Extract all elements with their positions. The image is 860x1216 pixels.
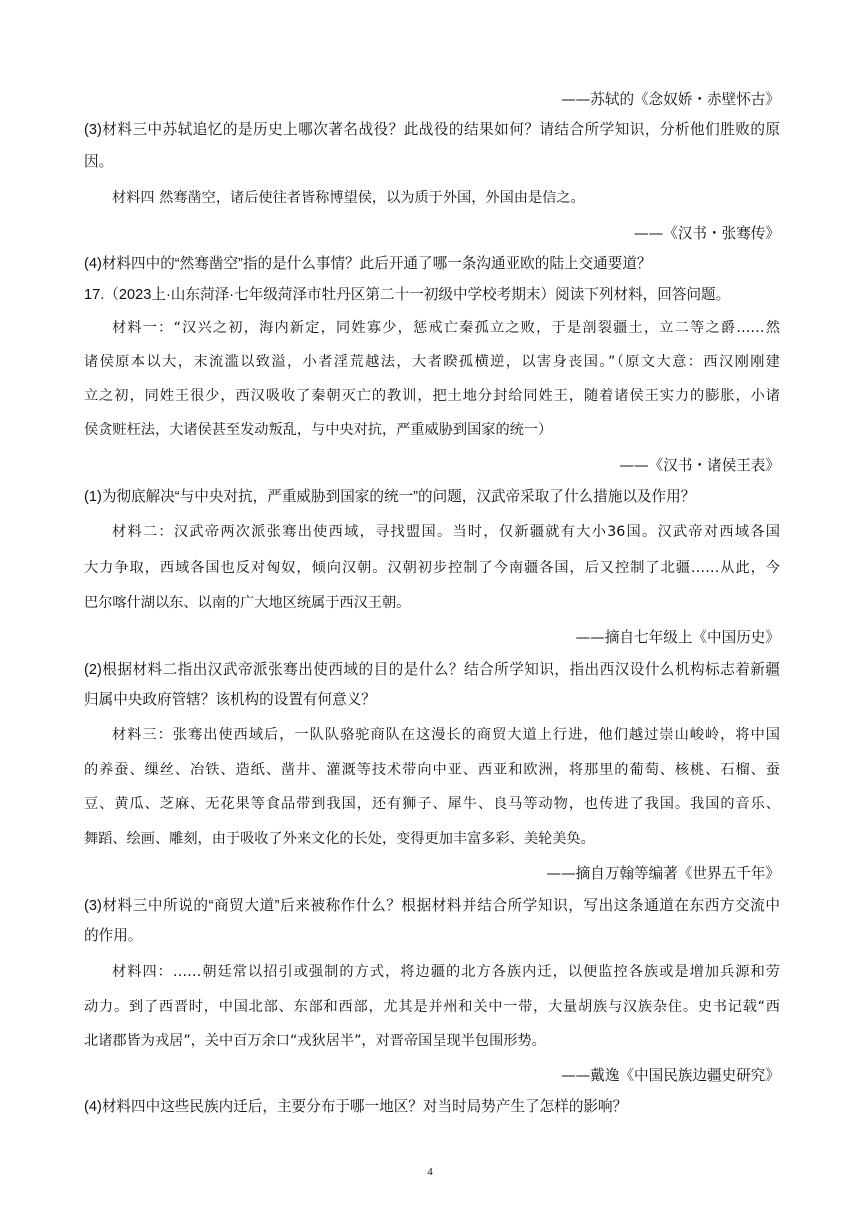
question-text: (3)材料三中所说的“商贸大道”后来被称作什么？根据材料并结合所学知识，写出这条通道在东西方交流中 [84,898,780,914]
source-citation: ——摘自七年级上《中国历史》 [575,629,780,646]
material-text: 诸侯原本以大，末流滥以致溢，小者淫荒越法，大者睽孤横逆，以害身丧国。”（原文大意：西汉刚刚建 [84,354,780,370]
material-text: 材料四 然骞凿空，诸后使往者皆称博望侯，以为质于外国，外国由是信之。 [112,190,585,206]
question-text: (1)为彻底解决“与中央对抗，严重威胁到国家的统一”的问题，汉武帝采取了什么措施以及作用？ [84,489,696,505]
material-text: 大力争取，西域各国也反对匈奴，倾向汉朝。汉朝初步控制了今南疆各国，后又控制了北疆……从此，今 [84,560,780,576]
question-text: 因。 [84,154,114,170]
source-citation: ——摘自万翰等编著《世界五千年》 [546,865,780,882]
source-citation: ——苏轼的《念奴娇・赤壁怀古》 [561,91,780,108]
material-text: 巴尔喀什湖以东、以南的广大地区统属于西汉王朝。 [84,595,411,611]
question-text: 归属中央政府管辖？该机构的设置有何意义？ [84,692,376,708]
material-text: 材料二：汉武帝两次派张骞出使西域，寻找盟国。当时，仅新疆就有大小36国。汉武帝对西域各国 [112,524,780,540]
material-text: 材料一：“汉兴之初，海内新定，同姓寡少，惩戒亡秦孤立之败，于是剖裂疆土，立二等之爵……然 [112,320,780,336]
material-text: 立之初，同姓王很少，西汉吸收了秦朝灭亡的教训，把土地分封给同姓王，随着诸侯王实力的膨胀，小诸 [84,388,780,404]
source-citation: ——《汉书・诸侯王表》 [619,457,780,474]
question-text: (4)材料四中的“然骞凿空”指的是什么事情？此后开通了哪一条沟通亚欧的陆上交通要道？ [84,256,652,272]
material-text: 材料三：张骞出使西域后，一队队骆驼商队在这漫长的商贸大道上行进，他们越过崇山峻岭，将中国 [112,727,780,743]
question-text: (3)材料三中苏轼追忆的是历史上哪次著名战役？此战役的结果如何？请结合所学知识，分析他们胜败的原 [84,122,780,138]
source-citation: ——戴逸《中国民族边疆史研究》 [561,1067,780,1084]
material-text: 豆、黄瓜、芝麻、无花果等食品带到我国，还有狮子、犀牛、良马等动物，也传进了我国。我国的音乐、 [84,796,780,812]
question-text: 的作用。 [84,928,143,944]
material-text: 材料四：……朝廷常以招引或强制的方式，将边疆的北方各族内迁，以便监控各族或是增加兵源和劳 [112,964,780,980]
material-text: 北诸郡皆为戎居”，关中百万余口“戎狄居半”，对晋帝国呈现半包围形势。 [84,1033,546,1049]
material-text: 的养蚕、缫丝、冶铁、造纸、凿井、灌溉等技术带向中亚、西亚和欧洲，将那里的葡萄、核桃、石榴、蚕 [84,762,780,778]
material-text: 动力。到了西晋时，中国北部、东部和西部，尤其是并州和关中一带，大量胡族与汉族杂住。史书记载“西 [84,999,780,1015]
question-text: (4)材料四中这些民族内迁后，主要分布于哪一地区？对当时局势产生了怎样的影响？ [84,1099,628,1115]
source-citation: ——《汉书・张骞传》 [634,225,780,242]
question-text: (2)根据材料二指出汉武帝派张骞出使西域的目的是什么？结合所学知识，指出西汉设什么机构标志着新疆 [84,662,780,678]
question-heading: 17.（2023上·山东菏泽·七年级菏泽市牡丹区第二十一初级中学校考期末）阅读下列材料，回答问题。 [84,287,731,303]
page-number: 4 [427,1166,433,1178]
material-text: 侯贪赃枉法，大诸侯甚至发动叛乱，与中央对抗，严重威胁到国家的统一） [84,422,553,438]
material-text: 舞蹈、绘画、雕刻，由于吸收了外来文化的长处，变得更加丰富多彩、美轮美奂。 [84,831,595,847]
